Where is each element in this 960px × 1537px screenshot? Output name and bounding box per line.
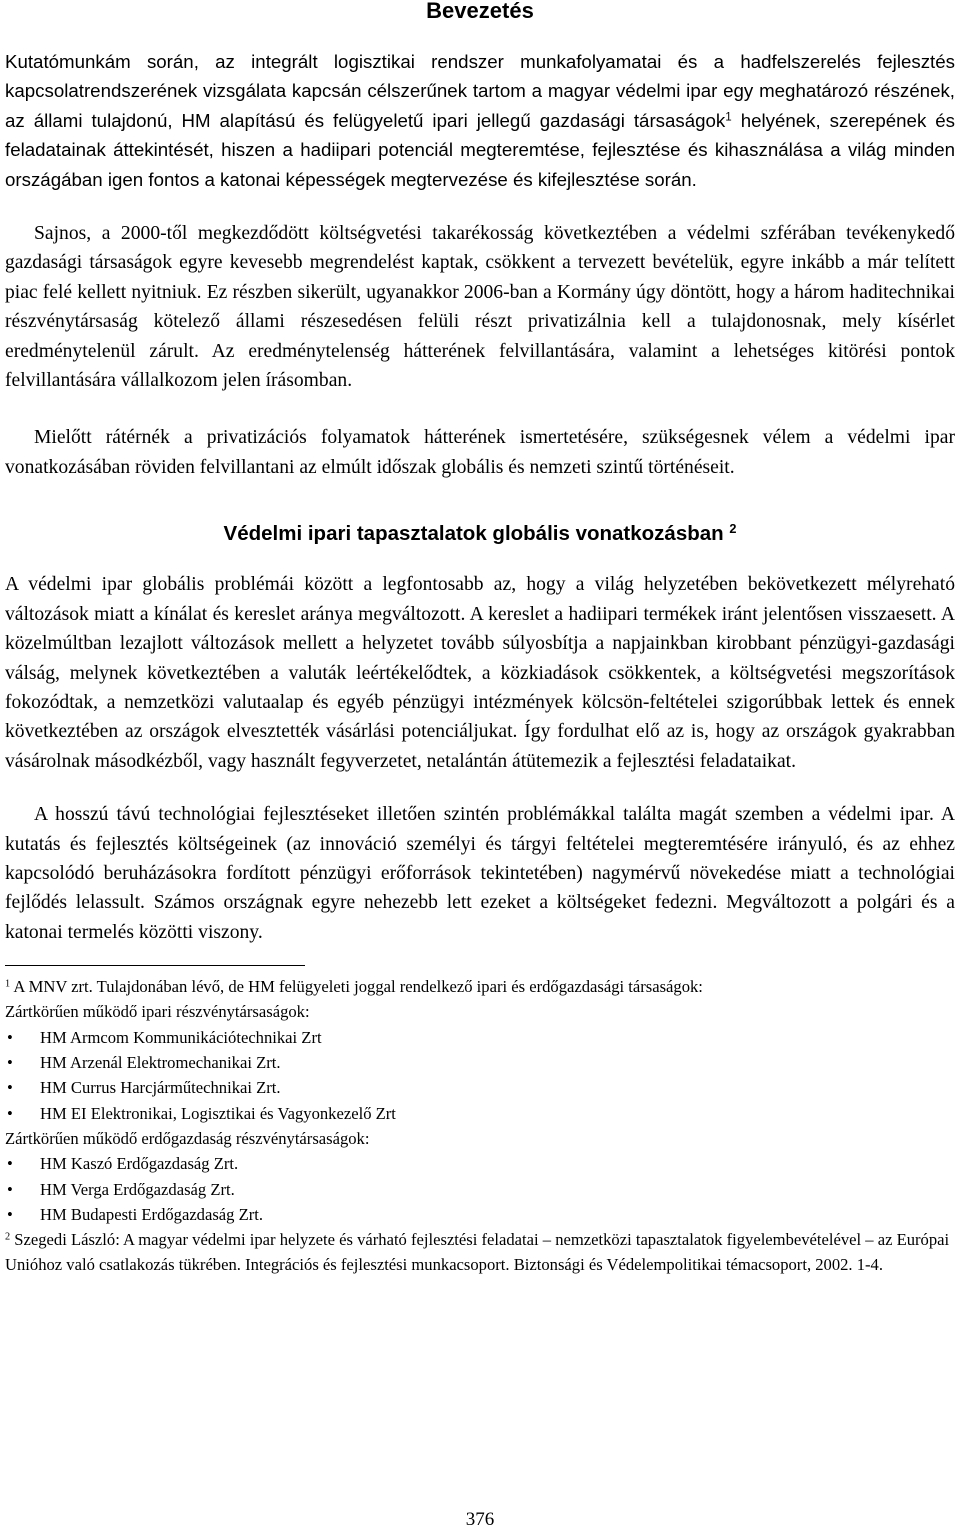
paragraph-2: [5, 219, 955, 395]
list-item-text: HM Currus Harcjárműtechnikai Zrt.: [40, 1078, 281, 1098]
list-item-text: HM Arzenál Elektromechanikai Zrt.: [40, 1053, 281, 1073]
footnote-1-group-1-title: Zártkörűen működő ipari részvénytársaságok:: [5, 1002, 310, 1022]
footnote-1: [5, 974, 955, 1227]
list-item: [5, 1025, 955, 1050]
footnote-2-number: 2: [5, 1231, 11, 1243]
footnote-2-text: Szegedi László: A magyar védelmi ipar helyzete és várható fejlesztési feladatai – nemzetközi tapasztalatok figyelembevételével – az Európai Unióhoz való csatlakozás tükrében. Integrációs és fejlesztési munkacsoport. Biztonsági és Védelempolitikai témacsoport, 2002. 1-4.: [5, 1230, 950, 1275]
list-item-text: HM Kaszó Erdőgazdaság Zrt.: [40, 1154, 239, 1174]
footnote-1-text: A MNV zrt. Tulajdonában lévő, de HM felügyeleti joggal rendelkező ipari és erdőgazdasági társaságok:: [10, 977, 703, 997]
paragraph-2-text: Sajnos, a 2000-től megkezdődött költségvetési takarékosság következtében a védelmi szférában tevékenykedő gazdasági társaságok egyre kevesebb megrendelést kaptak, csökkent a tervezett bevételük, egyre inkább a már telített piac felé kellett nyitniuk. Ez részben sikerült, ugyanakkor 2006-ban a Kormány úgy döntött, hogy a három haditechnikai részvénytársaság kötelező állami részesedésen felüli részt privatizálnia kell a tulajdonosnak, mely kísérlet eredménytelenül zárult. Az eredménytelenség hátterének felvillantására, valamint a lehetséges kitörési pontok felvillantására vállalkozom jelen írásomban.: [5, 223, 955, 392]
list-item-text: HM Verga Erdőgazdaság Zrt.: [40, 1179, 235, 1199]
list-item: [5, 1177, 955, 1202]
list-item-text: HM Budapesti Erdőgazdaság Zrt.: [40, 1204, 264, 1224]
footnote-divider: [5, 965, 305, 966]
page-number: 376: [465, 1509, 495, 1530]
list-item: [5, 1202, 955, 1227]
footnote-1-group-2-list: [5, 1151, 955, 1227]
list-item: [5, 1151, 955, 1176]
footnote-1-group-2-title: Zártkörűen működő erdőgazdaság részvénytársaságok:: [5, 1128, 370, 1148]
paragraph-3-text: Mielőtt rátérnék a privatizációs folyamatok hátterének ismertetésére, szükségesnek vélem a védelmi ipar vonatkozásában röviden felvillantani az elmúlt időszak globális és nemzeti szintű történéseit.: [5, 427, 955, 478]
paragraph-5: [5, 800, 955, 947]
footnote-ref-2[interactable]: 2: [729, 521, 737, 537]
paragraph-3: [5, 423, 955, 482]
intro-paragraph: [5, 47, 955, 194]
page-title: Bevezetés: [426, 0, 534, 23]
bullet-icon: •: [7, 1078, 13, 1098]
intro-text-part1: Kutatómunkám során, az integrált logisztikai rendszer munkafolyamatai és a hadfelszerelés fejlesztés kapcsolatrendszerének vizsgálata kapcsán célszerűnek tartom a magyar védelmi ipar egy meghatározó részének, az állami tulajdonú, HM alapítású és felügyeletű ipari jellegű gazdasági társaságok: [5, 51, 955, 131]
intro-text-part2: helyének, szerepének és feladatainak áttekintését, hiszen a hadiipari potenciál megteremtése, fejlesztése és kihasználása a világ minden országában igen fontos a katonai képességek megtervezése és kifejlesztése során.: [5, 109, 955, 190]
bullet-icon: •: [7, 1204, 13, 1224]
list-item: [5, 1075, 955, 1100]
bullet-icon: •: [7, 1154, 13, 1174]
footnote-1-group-1-list: [5, 1025, 955, 1126]
section-heading-text: Védelmi ipari tapasztalatok globális vonatkozásban: [223, 522, 724, 546]
list-item: [5, 1101, 955, 1126]
footnote-1-number: 1: [5, 978, 11, 990]
list-item-text: HM EI Elektronikai, Logisztikai és Vagyonkezelő Zrt: [40, 1103, 396, 1123]
list-item: [5, 1050, 955, 1075]
paragraph-5-text: A hosszú távú technológiai fejlesztéseket illetően szintén problémákkal találta magát szemben a védelmi ipar. A kutatás és fejlesztés költségeinek (az innováció személyi és tárgyi feltételei megteremtésére irányuló, és az ehhez kapcsolódó beruházásokra fordított pénzügyi erőforrások tekintetében) nagymérvű növekedése miatt a technológiai fejlődés lelassult. Számos országnak egyre nehezebb lett ezeket a költségeket fedezni. Megváltozott a polgári és a katonai termelés közötti viszony.: [5, 804, 955, 943]
document-page: [5, 0, 955, 1278]
paragraph-4: [5, 570, 955, 776]
list-item-text: HM Armcom Kommunikációtechnikai Zrt: [40, 1027, 322, 1047]
footnote-2: [5, 1227, 955, 1278]
paragraph-4-text: A védelmi ipar globális problémái között a legfontosabb az, hogy a világ helyzetében bekövetkezett mélyreható változások miatt a kínálat és kereslet aránya megváltozott. A kereslet a hadiipari termékek iránt jelentősen visszaesett. A közelmúltban lezajlott változások mellett a helyzetet tovább súlyosbítja a napjainkban kirobbant pénzügyi-gazdasági válság, melynek következtében a valuták leértékelődtek, a közkiadások csökkentek, a költségvetési megszorítások fokozódtak, a nemzetközi valutaalap és egyéb pénzügyi intézmények kölcsön-feltételei szigorúbbak lettek és ennek következtében az országok elvesztették vásárlási potenciáljukat. Így fordulhat elő az is, hogy az országok gyakrabban vásárolnak másodkézből, vagy használt fegyverzetet, netalántán átütemezik a fejlesztési feladataikat.: [5, 574, 955, 772]
bullet-icon: •: [7, 1053, 13, 1073]
footnote-ref-1[interactable]: 1: [725, 111, 732, 124]
bullet-icon: •: [7, 1027, 13, 1047]
bullet-icon: •: [7, 1179, 13, 1199]
bullet-icon: •: [7, 1103, 13, 1123]
footnote-1-heading: [5, 974, 955, 999]
section-heading: [5, 522, 955, 552]
